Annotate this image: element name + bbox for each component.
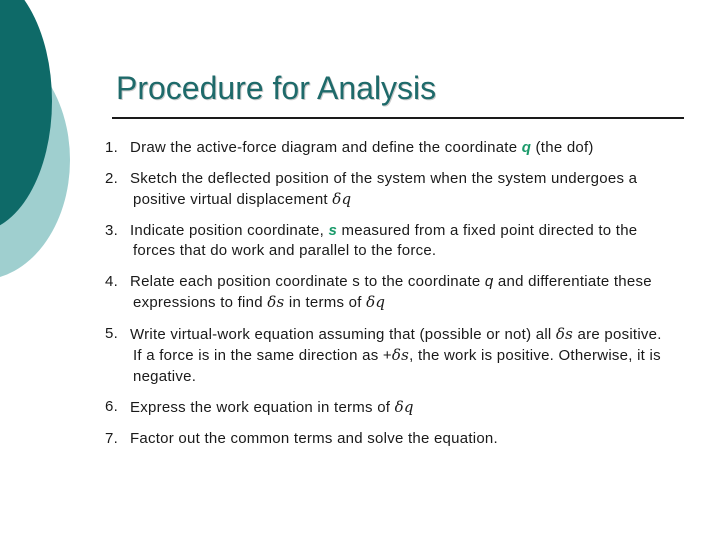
step-line — [130, 272, 715, 293]
math-symbol: δq — [332, 190, 352, 208]
step-text-segment: measured from a fixed point directed to the — [337, 221, 638, 239]
step-text-segment: Indicate position coordinate, — [130, 221, 329, 239]
step-line — [130, 221, 715, 242]
step-text-segment: Draw the active-force diagram and define the coordinate — [130, 139, 522, 156]
math-symbol: δs — [267, 293, 285, 311]
math-symbol: δs — [555, 324, 574, 343]
procedure-step — [105, 221, 715, 262]
step-line — [130, 324, 715, 346]
procedure-steps — [105, 138, 715, 459]
step-line — [130, 345, 715, 367]
step-text-segment: Write virtual-work equation assuming that (possible or not) all — [130, 325, 556, 343]
step-text — [130, 272, 715, 314]
procedure-step — [105, 169, 715, 211]
step-line: Factor out the common terms and solve the equation. — [130, 429, 498, 447]
step-text-segment: , the work is positive. Otherwise, it is — [409, 347, 661, 364]
step-text — [130, 324, 715, 388]
step-text-segment: positive virtual displacement — [133, 191, 333, 208]
title-underline — [112, 117, 684, 119]
step-line — [130, 292, 715, 314]
step-text-segment: in terms of — [284, 294, 367, 311]
step-text — [130, 138, 715, 159]
math-symbol: δq — [366, 293, 386, 311]
step-line: negative. — [133, 367, 197, 385]
step-number: 4. — [105, 272, 119, 290]
step-text-segment: expressions to find — [133, 294, 268, 311]
step-text-segment: are positive. — [573, 325, 662, 343]
step-line — [130, 397, 715, 419]
step-text-segment: Express the work equation in terms of — [130, 399, 395, 416]
step-line — [130, 138, 715, 159]
step-text — [130, 221, 715, 262]
slide-title: Procedure for Analysis — [116, 70, 437, 106]
math-symbol: δq — [394, 398, 414, 416]
step-number: 1. — [105, 139, 119, 156]
highlighted-term: q — [521, 139, 532, 156]
procedure-step — [105, 429, 715, 450]
step-number: 3. — [105, 221, 119, 239]
procedure-step — [105, 138, 715, 159]
step-number: 5. — [105, 324, 119, 342]
math-symbol: δs — [391, 346, 410, 364]
step-text — [130, 429, 715, 450]
step-text-segment: (the dof) — [531, 139, 594, 156]
procedure-step — [105, 397, 715, 419]
step-line: Sketch the deflected position of the system when the system undergoes a — [130, 169, 638, 187]
step-text — [130, 169, 715, 211]
step-number: 6. — [105, 398, 119, 415]
step-text-segment: and differentiate these — [493, 272, 652, 290]
math-symbol: q — [484, 272, 494, 290]
step-number: 7. — [105, 429, 119, 447]
step-text-segment: If a force is in the same direction as + — [133, 347, 392, 364]
step-text-segment: Relate each position coordinate s to the coordinate — [130, 272, 485, 290]
step-line — [130, 189, 715, 211]
step-number: 2. — [105, 169, 119, 187]
procedure-step — [105, 324, 715, 388]
step-text — [130, 397, 715, 419]
highlighted-term: s — [328, 221, 338, 239]
step-line: forces that do work and parallel to the force. — [133, 242, 437, 259]
procedure-step — [105, 272, 715, 314]
